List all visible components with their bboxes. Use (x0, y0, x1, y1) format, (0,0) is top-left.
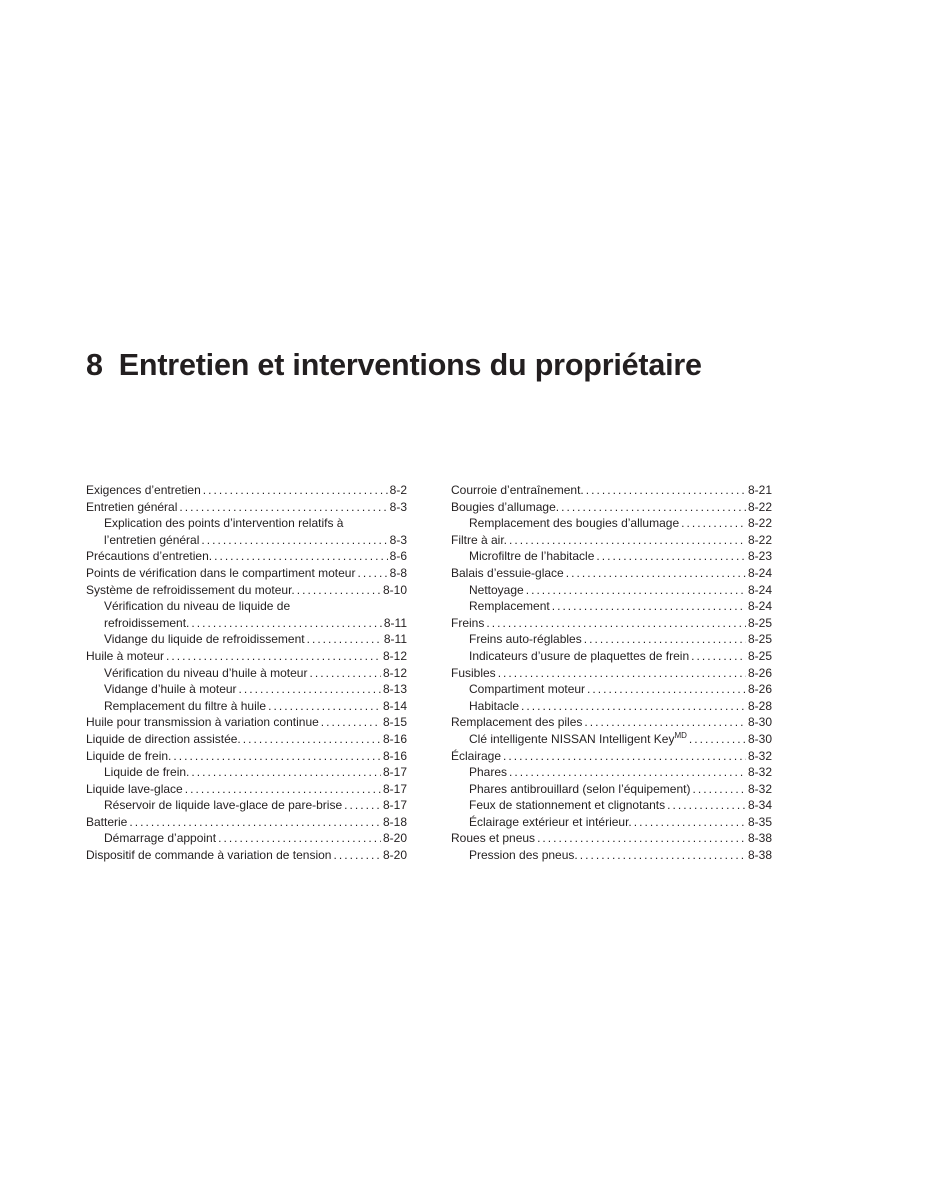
toc-entry-label-text: Pression des pneus. (469, 848, 578, 863)
toc-entry-label (451, 565, 564, 582)
toc-entry-page-number: 8-12 (382, 665, 407, 680)
dot-leader (191, 764, 381, 781)
toc-entry-label-text: Éclairage extérieur et intérieur. (469, 814, 632, 829)
toc-entry[interactable] (451, 648, 772, 665)
toc-entry-label-text: Huile pour transmission à variation continue (86, 715, 319, 730)
toc-entry-label (104, 830, 216, 847)
toc-entry-page-number: 8-11 (383, 615, 407, 630)
toc-entry-label-text: Démarrage d’appoint (104, 831, 217, 846)
dot-leader (191, 615, 381, 632)
dot-leader (239, 681, 381, 698)
toc-entry-page-number: 8-30 (747, 715, 772, 730)
dot-leader (243, 731, 381, 748)
toc-entry-label (469, 764, 507, 781)
toc-entry-page-number: 8-25 (747, 615, 772, 630)
toc-entry-page-number: 8-3 (389, 499, 407, 514)
toc-entry-label-text: Batterie (86, 814, 128, 829)
dot-leader (268, 698, 381, 715)
dot-leader (692, 781, 746, 798)
dot-leader (509, 764, 746, 781)
dot-leader (580, 847, 746, 864)
toc-entry-label (104, 665, 307, 682)
toc-entry[interactable] (451, 499, 772, 516)
toc-entry-label (86, 499, 177, 516)
toc-entry-label (469, 582, 524, 599)
dot-leader (521, 698, 746, 715)
toc-entry-page-number: 8-13 (382, 682, 407, 697)
toc-entry-page-number: 8-32 (747, 781, 772, 796)
toc-entry-label-text: Précautions d’entretien. (86, 549, 213, 564)
dot-leader (634, 814, 746, 831)
toc-entry[interactable] (451, 830, 772, 847)
dot-leader (586, 482, 746, 499)
toc-entry-page-number: 8-32 (747, 765, 772, 780)
toc-entry-label-text: Liquide lave-glace (86, 781, 183, 796)
toc-entry-label (469, 631, 582, 648)
toc-entry[interactable] (451, 764, 772, 781)
toc-entry-label-text: Réservoir de liquide lave-glace de pare-brise (104, 798, 343, 813)
toc-entry-page-number: 8-21 (747, 483, 772, 497)
toc-entry-label (86, 847, 331, 864)
toc-entry-label-text: Balais d’essuie-glace (451, 565, 564, 580)
dot-leader (309, 665, 381, 682)
toc-entry-label-text: Vérification du niveau d’huile à moteur (104, 665, 308, 680)
toc-entry-label-text: Huile à moteur (86, 648, 165, 663)
dot-leader (584, 714, 746, 731)
dot-leader (201, 532, 387, 549)
chapter-title (86, 348, 702, 383)
toc-entry-page-number: 8-22 (747, 532, 772, 547)
toc-entry[interactable] (86, 582, 407, 599)
dot-leader (681, 515, 746, 532)
toc-entry-label-text: Points de vérification dans le compartiment moteur (86, 565, 356, 580)
toc-entry[interactable] (451, 698, 772, 715)
toc-entry[interactable] (451, 781, 772, 798)
toc-entry-label (451, 482, 584, 499)
toc-entry-label (469, 847, 578, 864)
dot-leader (214, 548, 388, 565)
dot-leader (218, 830, 381, 847)
toc-entry[interactable] (451, 681, 772, 698)
dot-leader (166, 648, 381, 665)
toc-entry-label (104, 764, 189, 781)
dot-leader (587, 681, 746, 698)
toc-entry-page-number: 8-24 (747, 599, 772, 614)
dot-leader (129, 814, 381, 831)
toc-entry-label-text: Freins auto-réglables (469, 632, 582, 647)
toc-entry[interactable] (451, 615, 772, 632)
toc-entry-label-text: Remplacement du filtre à huile (104, 698, 267, 713)
toc-entry-label-text: Microfiltre de l’habitacle (469, 549, 595, 564)
toc-entry[interactable] (451, 482, 772, 499)
toc-entry-label (104, 631, 305, 648)
toc-entry-label-text: Exigences d’entretien (86, 483, 201, 497)
toc-entry-page-number: 8-22 (747, 499, 772, 514)
toc-entry[interactable] (86, 631, 407, 648)
toc-entry[interactable] (451, 598, 772, 615)
toc-entry-label-text: Clé intelligente NISSAN Intelligent Key (469, 731, 675, 746)
toc-entry-label (86, 781, 183, 798)
toc-entry[interactable] (86, 830, 407, 847)
toc-entry-label (86, 648, 164, 665)
toc-entry-label (469, 681, 585, 698)
toc-entry-label (451, 748, 501, 765)
toc-entry-page-number: 8-22 (747, 516, 772, 531)
dot-leader (584, 631, 746, 648)
dot-leader (537, 830, 746, 847)
toc-entry-label-text: Bougies d’allumage. (451, 499, 560, 514)
toc-entry-label-text: Liquide de direction assistée. (86, 731, 241, 746)
toc-entry-label-text: Vidange du liquide de refroidissement (104, 632, 305, 647)
toc-entry-label-text: Filtre à air. (451, 532, 508, 547)
toc-entry-page-number: 8-25 (747, 648, 772, 663)
toc-entry-label (451, 532, 507, 549)
toc-entry-label (469, 731, 687, 748)
toc-entry[interactable] (86, 482, 407, 499)
dot-leader (297, 582, 381, 599)
dot-leader (561, 499, 746, 516)
toc-entry-page-number: 8-24 (747, 582, 772, 597)
dot-leader (689, 731, 746, 748)
toc-entry-label-text: Vidange d’huile à moteur (104, 682, 237, 697)
dot-leader (566, 565, 746, 582)
toc-entry-page-number: 8-20 (382, 848, 407, 863)
toc-entry-page-number: 8-20 (382, 831, 407, 846)
toc-entry[interactable] (451, 748, 772, 765)
toc-entry-label (104, 515, 343, 532)
toc-entry-label-text: Remplacement des piles (451, 715, 583, 730)
toc-entry-label (469, 797, 665, 814)
trademark-superscript: MD (674, 730, 687, 740)
toc-entry[interactable] (86, 847, 407, 864)
dot-leader (526, 582, 746, 599)
toc-entry-label (86, 565, 355, 582)
toc-entry[interactable] (451, 548, 772, 565)
toc-entry[interactable] (451, 582, 772, 599)
toc-entry[interactable] (86, 515, 407, 532)
dot-leader (344, 797, 381, 814)
toc-entry-label-text: Freins (451, 615, 485, 630)
toc-entry-label-text: Système de refroidissement du moteur. (86, 582, 295, 597)
toc-entry-label-text: refroidissement. (104, 615, 190, 630)
toc-entry-label-text: Habitacle (469, 698, 520, 713)
dot-leader (691, 648, 746, 665)
toc-entry-label (86, 482, 201, 499)
toc-entry-page-number: 8-26 (747, 665, 772, 680)
toc-entry-label-text: Roues et pneus (451, 831, 536, 846)
toc-entry-page-number: 8-38 (747, 848, 772, 863)
toc-entry-page-number: 8-17 (382, 765, 407, 780)
chapter-number: 8 (86, 348, 103, 382)
toc-entry[interactable] (86, 615, 407, 632)
toc-entry[interactable] (451, 814, 772, 831)
toc-entry-page-number: 8-16 (382, 748, 407, 763)
toc-entry-page-number: 8-16 (382, 731, 407, 746)
toc-entry-label (469, 781, 690, 798)
toc-entry-label-text: Nettoyage (469, 582, 524, 597)
toc-entry[interactable] (86, 665, 407, 682)
toc-entry-label-text: Dispositif de commande à variation de tension (86, 848, 332, 863)
toc-entry-page-number: 8-11 (383, 632, 407, 647)
dot-leader (509, 532, 746, 549)
toc-entry-page-number: 8-26 (747, 682, 772, 697)
toc-entry-label (104, 698, 266, 715)
toc-entry-page-number: 8-18 (382, 814, 407, 829)
toc-entry-label (469, 598, 550, 615)
toc-entry-label-text: Phares (469, 765, 508, 780)
toc-entry[interactable] (86, 698, 407, 715)
toc-entry-label (86, 748, 171, 765)
toc-entry-page-number: 8-17 (382, 781, 407, 796)
dot-leader (179, 499, 387, 516)
toc-entry-page-number: 8-28 (747, 698, 772, 713)
toc-entry[interactable] (86, 532, 407, 549)
toc-entry-label (451, 615, 484, 632)
toc-entry-page-number: 8-24 (747, 565, 772, 580)
toc-right-column (451, 482, 772, 864)
toc-entry-label (469, 814, 632, 831)
toc-entry-label (86, 582, 295, 599)
toc-entry[interactable] (86, 598, 407, 615)
toc-entry[interactable] (451, 847, 772, 864)
chapter-title-text: Entretien et interventions du propriétaire (118, 348, 702, 382)
toc-entry-page-number: 8-30 (747, 731, 772, 746)
toc-entry-label (451, 665, 496, 682)
toc-entry[interactable] (86, 499, 407, 516)
toc-entry[interactable] (451, 515, 772, 532)
dot-leader (498, 665, 746, 682)
toc-entry-page-number: 8-32 (747, 748, 772, 763)
toc-entry-label (469, 515, 679, 532)
dot-leader (503, 748, 746, 765)
toc-entry-label (104, 797, 342, 814)
toc-entry-label-text: Entretien général (86, 499, 178, 514)
toc-entry[interactable] (86, 748, 407, 765)
toc-entry[interactable] (86, 714, 407, 731)
toc-entry-page-number: 8-10 (382, 582, 407, 597)
toc-entry-page-number: 8-6 (389, 549, 407, 564)
toc-entry-label (86, 814, 127, 831)
toc-entry-label-text: Indicateurs d’usure de plaquettes de frein (469, 648, 690, 663)
toc-entry[interactable] (86, 764, 407, 781)
toc-entry-page-number: 8-23 (747, 549, 772, 564)
dot-leader (307, 631, 382, 648)
toc-entry-page-number: 8-35 (747, 814, 772, 829)
toc-left-column (86, 482, 407, 864)
toc-entry-page-number: 8-38 (747, 831, 772, 846)
toc-entry[interactable] (451, 565, 772, 582)
toc-entry-page-number: 8-14 (382, 698, 407, 713)
toc-entry[interactable] (451, 631, 772, 648)
toc-entry-label-text: Courroie d’entraînement. (451, 483, 584, 497)
dot-leader (667, 797, 746, 814)
toc-entry-page-number: 8-8 (389, 565, 407, 580)
toc-entry-label (104, 615, 189, 632)
toc-entry-label (86, 714, 319, 731)
toc-entry-label-text: Remplacement des bougies d’allumage (469, 516, 680, 531)
toc-entry-page-number: 8-17 (382, 798, 407, 813)
dot-leader (321, 714, 381, 731)
toc-entry-page-number: 8-15 (382, 715, 407, 730)
dot-leader (486, 615, 746, 632)
toc-entry-label (469, 548, 594, 565)
dot-leader (333, 847, 381, 864)
toc-entry-page-number: 8-3 (389, 532, 407, 547)
toc-entry-label (86, 731, 241, 748)
toc-entry-label (451, 830, 535, 847)
toc-entry-page-number: 8-2 (389, 483, 407, 497)
toc-entry-label (86, 548, 212, 565)
toc-entry-label-text: Vérification du niveau de liquide de (104, 599, 291, 614)
dot-leader (596, 548, 746, 565)
toc-entry-page-number: 8-34 (747, 798, 772, 813)
toc-entry[interactable] (451, 532, 772, 549)
toc-entry[interactable] (86, 814, 407, 831)
toc-entry-label-text: Phares antibrouillard (selon l’équipement) (469, 781, 691, 796)
toc-entry-label (469, 698, 519, 715)
toc-entry-label-text: Liquide de frein. (86, 748, 172, 763)
toc-entry[interactable] (451, 797, 772, 814)
toc-entry[interactable] (86, 548, 407, 565)
toc-entry[interactable] (86, 731, 407, 748)
dot-leader (203, 482, 388, 499)
toc-entry-label (104, 681, 237, 698)
dot-leader (357, 565, 387, 582)
toc-entry-label-text: Remplacement (469, 599, 550, 614)
toc-entry-label-text: Fusibles (451, 665, 496, 680)
toc-entry-label (451, 714, 582, 731)
toc-entry-label-text: Éclairage (451, 748, 502, 763)
toc-entry-label-text: Feux de stationnement et clignotants (469, 798, 666, 813)
toc-entry[interactable] (451, 665, 772, 682)
dot-leader (552, 598, 746, 615)
toc-entry-label-text: Compartiment moteur (469, 682, 586, 697)
toc-entry[interactable] (451, 731, 772, 748)
toc-entry-label-text: Explication des points d’intervention relatifs à (104, 516, 344, 531)
dot-leader (173, 748, 381, 765)
toc-entry[interactable] (86, 781, 407, 798)
toc-entry-label-text: l’entretien général (104, 532, 200, 547)
toc-entry[interactable] (451, 714, 772, 731)
toc-entry-page-number: 8-12 (382, 648, 407, 663)
dot-leader (185, 781, 381, 798)
toc-entry-label (451, 499, 559, 516)
toc-entry[interactable] (86, 797, 407, 814)
toc-entry-page-number: 8-25 (747, 632, 772, 647)
toc-entry-label (104, 532, 199, 549)
toc-entry-label-text: Liquide de frein. (104, 765, 190, 780)
toc-entry-label (469, 648, 689, 665)
toc-entry[interactable] (86, 648, 407, 665)
toc-entry[interactable] (86, 565, 407, 582)
toc-entry-label (104, 598, 290, 615)
toc-entry[interactable] (86, 681, 407, 698)
